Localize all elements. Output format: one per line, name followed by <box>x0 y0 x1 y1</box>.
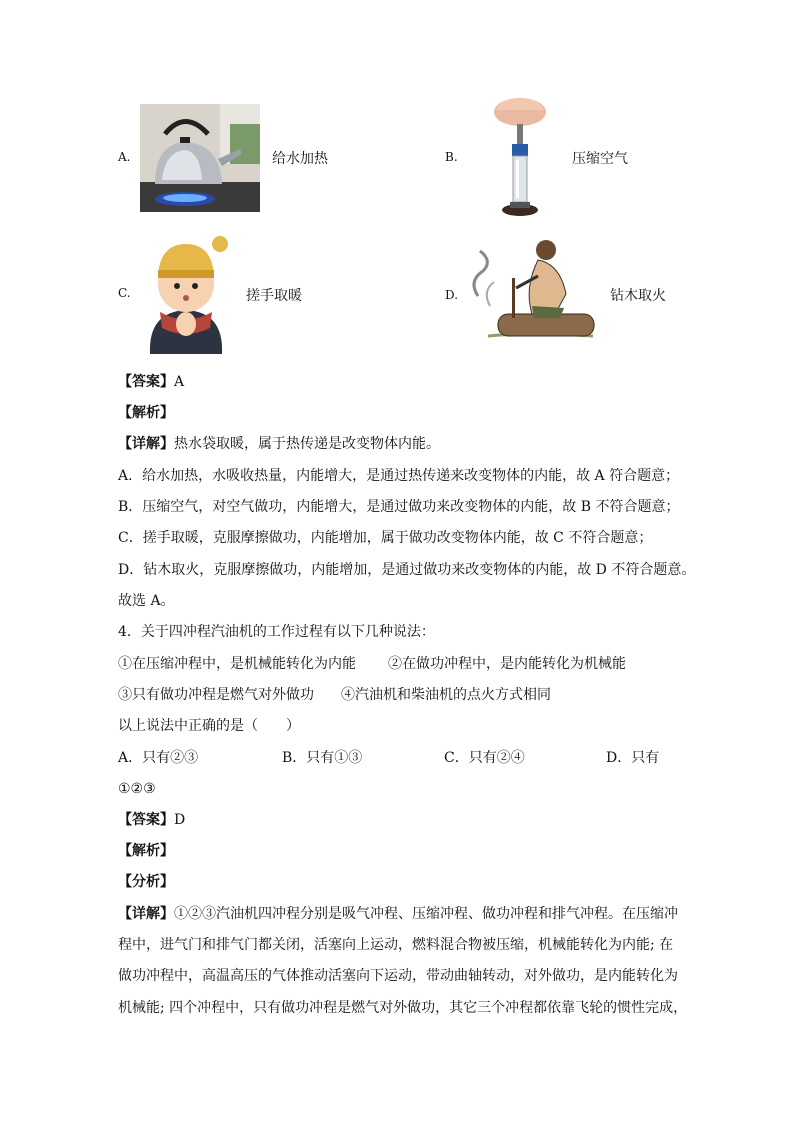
answer-label: 【答案】 <box>118 374 174 390</box>
q3-line-c: C．搓手取暖，克服摩擦做功，内能增加，属于做功改变物体内能，故 C 不符合题意； <box>118 530 653 546</box>
q4-answer <box>118 810 185 830</box>
child-rubbing-hands-icon <box>140 232 232 354</box>
drilling-wood-fire-icon <box>468 236 598 352</box>
q3-answer <box>118 372 184 392</box>
answer-label: 【答案】 <box>118 812 174 828</box>
option-a-label: 给水加热 <box>272 151 328 167</box>
q3-line-d: D．钻木取火，克服摩擦做功，内能增加，是通过做功来改变物体的内能，故 D 不符合题意。 <box>118 562 696 578</box>
q4-statement-2: ②在做功冲程中，是内能转化为机械能 <box>388 656 626 672</box>
option-c-label: 搓手取暖 <box>246 288 302 304</box>
q4-statement-3: ③只有做功冲程是燃气对外做功 <box>118 687 314 703</box>
q4-detail-2: 程中，进气门和排气门都关闭，活塞向上运动，燃料混合物被压缩，机械能转化为内能; 在 <box>118 937 674 953</box>
q4-statement-1: ①在压缩冲程中，是机械能转化为内能 <box>118 656 356 672</box>
detail-label: 【详解】 <box>118 906 174 922</box>
option-a-letter: A. <box>118 150 131 164</box>
q3-detail <box>118 434 440 454</box>
answer-value: A <box>174 374 185 390</box>
q4-choice-a: A．只有②③ <box>118 750 199 766</box>
q4-detail-1 <box>118 904 678 924</box>
q4-fenxi-label: 【分析】 <box>118 874 174 890</box>
q3-analysis-label: 【解析】 <box>118 405 174 421</box>
q4-choice-d: D．只有 <box>606 750 660 766</box>
q3-conclusion: 故选 A。 <box>118 593 175 609</box>
option-d-letter: D. <box>445 288 459 302</box>
q4-detail-3: 做功冲程中，高温高压的气体推动活塞向下运动，带动曲轴转动，对外做功，是内能转化为 <box>118 968 678 984</box>
q4-statement-4: ④汽油机和柴油机的点火方式相同 <box>341 687 551 703</box>
air-pump-piston-icon <box>480 98 560 218</box>
q3-line-b: B．压缩空气，对空气做功，内能增大，是通过做功来改变物体的内能，故 B 不符合题意； <box>118 499 680 515</box>
q4-choice-c: C．只有②④ <box>444 750 525 766</box>
option-d-label: 钻木取火 <box>610 288 666 304</box>
detail-text: ①②③汽油机四冲程分别是吸气冲程、压缩冲程、做功冲程和排气冲程。在压缩冲 <box>174 906 678 922</box>
q4-stem: 4．关于四冲程汽油机的工作过程有以下几种说法： <box>118 624 435 640</box>
option-c-letter: C. <box>118 286 131 300</box>
q4-choice-b: B．只有①③ <box>282 750 363 766</box>
kettle-on-stove-icon <box>140 104 260 212</box>
q4-analysis-label: 【解析】 <box>118 843 174 859</box>
q4-ask: 以上说法中正确的是（ ） <box>118 718 300 734</box>
detail-label: 【详解】 <box>118 436 174 452</box>
answer-value: D <box>174 812 186 828</box>
q3-line-a: A．给水加热，水吸收热量，内能增大，是通过热传递来改变物体的内能，故 A 符合题意； <box>118 468 680 484</box>
q4-choice-d-continued: ①②③ <box>118 781 156 797</box>
option-b-label: 压缩空气 <box>572 151 628 167</box>
option-b-letter: B. <box>445 150 458 164</box>
detail-text: 热水袋取暖，属于热传递是改变物体内能。 <box>174 436 440 452</box>
q4-detail-4: 机械能; 四个冲程中，只有做功冲程是燃气对外做功，其它三个冲程都依靠飞轮的惯性完成， <box>118 1000 688 1016</box>
